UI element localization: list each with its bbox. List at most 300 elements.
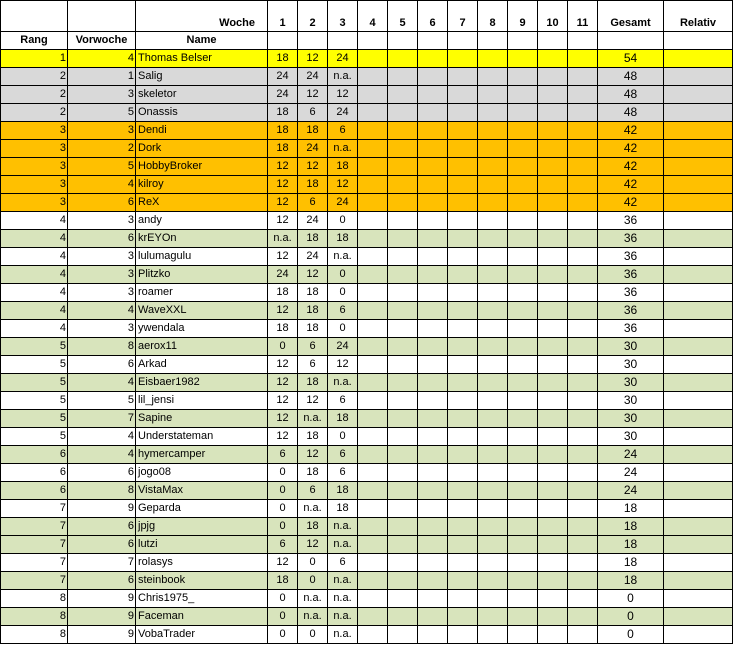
week-6-cell[interactable] [418,518,448,536]
week-6-cell[interactable] [418,50,448,68]
week-9-cell[interactable] [508,482,538,500]
name-cell[interactable]: lil_jensi [136,392,268,410]
relativ-cell[interactable] [664,248,733,266]
week-9-cell[interactable] [508,140,538,158]
week-9-cell[interactable] [508,302,538,320]
relativ-cell[interactable] [664,50,733,68]
week-9-cell[interactable] [508,122,538,140]
week-9-cell[interactable] [508,410,538,428]
week-7-cell[interactable] [448,410,478,428]
week-1-cell[interactable]: 0 [268,338,298,356]
gesamt-cell[interactable]: 30 [598,356,664,374]
week-10-cell[interactable] [538,572,568,590]
week-5-cell[interactable] [388,338,418,356]
relativ-cell[interactable] [664,320,733,338]
gesamt-cell[interactable]: 30 [598,410,664,428]
week-1-cell[interactable]: 18 [268,140,298,158]
name-cell[interactable]: aerox11 [136,338,268,356]
week-1-cell[interactable]: 12 [268,392,298,410]
name-cell[interactable]: steinbook [136,572,268,590]
week-11-cell[interactable] [568,176,598,194]
table-row[interactable] [1,536,733,554]
week-5-cell[interactable] [388,536,418,554]
gesamt-cell[interactable]: 48 [598,68,664,86]
week-11-cell[interactable] [568,302,598,320]
week-10-cell[interactable] [538,176,568,194]
name-cell[interactable]: Sapine [136,410,268,428]
week-7-cell[interactable] [448,392,478,410]
week-11-cell[interactable] [568,392,598,410]
week-8-cell[interactable] [478,284,508,302]
week-11-cell[interactable] [568,374,598,392]
week-5-cell[interactable] [388,68,418,86]
rang-cell[interactable]: 4 [1,302,68,320]
week-4-cell[interactable] [358,464,388,482]
gesamt-cell[interactable]: 30 [598,428,664,446]
week-8-cell[interactable] [478,338,508,356]
week-3-cell[interactable]: 24 [328,194,358,212]
week-10-cell[interactable] [538,500,568,518]
relativ-cell[interactable] [664,464,733,482]
week-2-cell[interactable]: 12 [298,50,328,68]
rang-cell[interactable]: 2 [1,86,68,104]
week-1-cell[interactable]: 0 [268,518,298,536]
rang-cell[interactable]: 4 [1,266,68,284]
week-5-cell[interactable] [388,122,418,140]
week-10-cell[interactable] [538,446,568,464]
week-4-cell[interactable] [358,626,388,644]
week-3-cell[interactable]: 0 [328,428,358,446]
week-2-cell[interactable]: 24 [298,248,328,266]
week-9-cell[interactable] [508,320,538,338]
vorwoche-cell[interactable]: 4 [68,428,136,446]
table-row[interactable] [1,320,733,338]
relativ-cell[interactable] [664,536,733,554]
week-9-cell[interactable] [508,374,538,392]
week-6-cell[interactable] [418,626,448,644]
week-3-cell[interactable]: 6 [328,392,358,410]
name-cell[interactable]: VobaTrader [136,626,268,644]
week-6-cell[interactable] [418,140,448,158]
week-5-cell[interactable] [388,284,418,302]
week-6-cell[interactable] [418,176,448,194]
week-9-cell[interactable] [508,518,538,536]
week-1-cell[interactable]: 18 [268,50,298,68]
rang-cell[interactable]: 4 [1,230,68,248]
table-row[interactable] [1,212,733,230]
relativ-cell[interactable] [664,104,733,122]
week-6-cell[interactable] [418,446,448,464]
gesamt-cell[interactable]: 48 [598,86,664,104]
vorwoche-cell[interactable]: 9 [68,500,136,518]
week-11-cell[interactable] [568,320,598,338]
gesamt-cell[interactable]: 24 [598,446,664,464]
week-8-cell[interactable] [478,212,508,230]
week-4-cell[interactable] [358,392,388,410]
week-1-cell[interactable]: 12 [268,410,298,428]
week-4-cell[interactable] [358,338,388,356]
week-6-cell[interactable] [418,608,448,626]
week-2-cell[interactable]: 18 [298,464,328,482]
week-7-cell[interactable] [448,626,478,644]
week-1-cell[interactable]: 12 [268,374,298,392]
rang-cell[interactable]: 4 [1,284,68,302]
week-8-cell[interactable] [478,302,508,320]
name-cell[interactable]: rolasys [136,554,268,572]
gesamt-cell[interactable]: 36 [598,248,664,266]
week-7-cell[interactable] [448,176,478,194]
week-4-cell[interactable] [358,608,388,626]
week-2-cell[interactable]: 12 [298,86,328,104]
week-6-cell[interactable] [418,374,448,392]
week-3-cell[interactable]: 18 [328,500,358,518]
week-8-cell[interactable] [478,590,508,608]
gesamt-cell[interactable]: 54 [598,50,664,68]
table-row[interactable] [1,428,733,446]
gesamt-cell[interactable]: 18 [598,518,664,536]
vorwoche-cell[interactable]: 3 [68,212,136,230]
table-row[interactable] [1,518,733,536]
week-9-cell[interactable] [508,230,538,248]
relativ-cell[interactable] [664,68,733,86]
week-6-cell[interactable] [418,482,448,500]
week-4-cell[interactable] [358,194,388,212]
week-7-cell[interactable] [448,590,478,608]
week-2-cell[interactable]: 12 [298,392,328,410]
week-8-cell[interactable] [478,572,508,590]
week-6-cell[interactable] [418,320,448,338]
relativ-cell[interactable] [664,428,733,446]
week-1-cell[interactable]: 18 [268,572,298,590]
name-cell[interactable]: roamer [136,284,268,302]
week-2-cell[interactable]: 18 [298,374,328,392]
week-3-cell[interactable]: n.a. [328,248,358,266]
week-9-cell[interactable] [508,284,538,302]
week-6-cell[interactable] [418,356,448,374]
vorwoche-cell[interactable]: 4 [68,374,136,392]
week-10-cell[interactable] [538,122,568,140]
table-row[interactable] [1,356,733,374]
week-11-cell[interactable] [568,104,598,122]
week-9-cell[interactable] [508,194,538,212]
relativ-cell[interactable] [664,410,733,428]
vorwoche-cell[interactable]: 4 [68,302,136,320]
gesamt-cell[interactable]: 36 [598,266,664,284]
week-2-cell[interactable]: 18 [298,428,328,446]
week-4-cell[interactable] [358,284,388,302]
name-cell[interactable]: Eisbaer1982 [136,374,268,392]
vorwoche-cell[interactable]: 3 [68,122,136,140]
week-3-cell[interactable]: 24 [328,50,358,68]
week-9-cell[interactable] [508,608,538,626]
week-11-cell[interactable] [568,284,598,302]
week-10-cell[interactable] [538,356,568,374]
vorwoche-cell[interactable]: 8 [68,482,136,500]
week-4-cell[interactable] [358,410,388,428]
vorwoche-cell[interactable]: 5 [68,392,136,410]
week-7-cell[interactable] [448,356,478,374]
gesamt-cell[interactable]: 36 [598,302,664,320]
week-7-cell[interactable] [448,284,478,302]
week-5-cell[interactable] [388,572,418,590]
table-row[interactable] [1,500,733,518]
table-row[interactable] [1,302,733,320]
week-1-cell[interactable]: 18 [268,284,298,302]
gesamt-cell[interactable]: 30 [598,392,664,410]
week-9-cell[interactable] [508,572,538,590]
week-7-cell[interactable] [448,86,478,104]
week-3-cell[interactable]: 12 [328,176,358,194]
week-2-cell[interactable]: 12 [298,266,328,284]
week-9-cell[interactable] [508,428,538,446]
week-4-cell[interactable] [358,86,388,104]
name-cell[interactable]: lulumagulu [136,248,268,266]
week-2-cell[interactable]: 6 [298,194,328,212]
week-3-cell[interactable]: 0 [328,212,358,230]
week-4-cell[interactable] [358,428,388,446]
vorwoche-cell[interactable]: 5 [68,104,136,122]
table-row[interactable] [1,194,733,212]
relativ-cell[interactable] [664,500,733,518]
week-8-cell[interactable] [478,500,508,518]
week-10-cell[interactable] [538,518,568,536]
name-cell[interactable]: Faceman [136,608,268,626]
week-2-cell[interactable]: 6 [298,104,328,122]
week-11-cell[interactable] [568,608,598,626]
vorwoche-cell[interactable]: 3 [68,284,136,302]
week-3-cell[interactable]: 6 [328,554,358,572]
week-4-cell[interactable] [358,140,388,158]
week-1-cell[interactable]: 0 [268,626,298,644]
table-row[interactable] [1,176,733,194]
table-row[interactable] [1,68,733,86]
relativ-cell[interactable] [664,194,733,212]
week-6-cell[interactable] [418,230,448,248]
week-1-cell[interactable]: 12 [268,428,298,446]
week-4-cell[interactable] [358,320,388,338]
week-4-cell[interactable] [358,536,388,554]
gesamt-cell[interactable]: 36 [598,230,664,248]
week-1-cell[interactable]: 0 [268,500,298,518]
week-4-cell[interactable] [358,68,388,86]
name-cell[interactable]: skeletor [136,86,268,104]
week-5-cell[interactable] [388,302,418,320]
week-11-cell[interactable] [568,518,598,536]
week-6-cell[interactable] [418,338,448,356]
week-6-cell[interactable] [418,554,448,572]
week-8-cell[interactable] [478,428,508,446]
week-7-cell[interactable] [448,518,478,536]
gesamt-cell[interactable]: 36 [598,212,664,230]
week-2-cell[interactable]: 12 [298,536,328,554]
week-8-cell[interactable] [478,536,508,554]
relativ-cell[interactable] [664,518,733,536]
week-5-cell[interactable] [388,518,418,536]
vorwoche-cell[interactable]: 6 [68,356,136,374]
week-9-cell[interactable] [508,86,538,104]
week-10-cell[interactable] [538,338,568,356]
week-1-cell[interactable]: 0 [268,608,298,626]
week-11-cell[interactable] [568,122,598,140]
name-cell[interactable]: Salig [136,68,268,86]
week-9-cell[interactable] [508,446,538,464]
week-5-cell[interactable] [388,86,418,104]
relativ-cell[interactable] [664,626,733,644]
name-cell[interactable]: Onassis [136,104,268,122]
week-6-cell[interactable] [418,536,448,554]
week-8-cell[interactable] [478,230,508,248]
gesamt-cell[interactable]: 18 [598,554,664,572]
rang-cell[interactable]: 5 [1,338,68,356]
week-4-cell[interactable] [358,104,388,122]
table-row[interactable] [1,626,733,644]
week-11-cell[interactable] [568,356,598,374]
week-10-cell[interactable] [538,392,568,410]
gesamt-cell[interactable]: 36 [598,284,664,302]
week-7-cell[interactable] [448,212,478,230]
week-7-cell[interactable] [448,536,478,554]
rang-cell[interactable]: 2 [1,104,68,122]
week-10-cell[interactable] [538,428,568,446]
week-8-cell[interactable] [478,626,508,644]
relativ-cell[interactable] [664,266,733,284]
week-4-cell[interactable] [358,572,388,590]
week-10-cell[interactable] [538,554,568,572]
gesamt-cell[interactable]: 42 [598,158,664,176]
week-5-cell[interactable] [388,140,418,158]
week-5-cell[interactable] [388,176,418,194]
week-5-cell[interactable] [388,194,418,212]
week-1-cell[interactable]: 0 [268,464,298,482]
week-2-cell[interactable]: n.a. [298,410,328,428]
week-3-cell[interactable]: 0 [328,284,358,302]
week-8-cell[interactable] [478,266,508,284]
week-7-cell[interactable] [448,482,478,500]
week-9-cell[interactable] [508,158,538,176]
week-10-cell[interactable] [538,284,568,302]
rang-cell[interactable]: 6 [1,464,68,482]
week-8-cell[interactable] [478,86,508,104]
week-5-cell[interactable] [388,464,418,482]
relativ-cell[interactable] [664,284,733,302]
week-8-cell[interactable] [478,140,508,158]
week-5-cell[interactable] [388,248,418,266]
week-10-cell[interactable] [538,230,568,248]
week-11-cell[interactable] [568,140,598,158]
week-8-cell[interactable] [478,482,508,500]
week-1-cell[interactable]: 12 [268,554,298,572]
week-11-cell[interactable] [568,212,598,230]
relativ-cell[interactable] [664,176,733,194]
week-1-cell[interactable]: 18 [268,104,298,122]
week-8-cell[interactable] [478,320,508,338]
gesamt-cell[interactable]: 18 [598,572,664,590]
week-4-cell[interactable] [358,230,388,248]
week-5-cell[interactable] [388,104,418,122]
week-5-cell[interactable] [388,266,418,284]
name-cell[interactable]: andy [136,212,268,230]
relativ-cell[interactable] [664,302,733,320]
vorwoche-cell[interactable]: 4 [68,50,136,68]
table-row[interactable] [1,590,733,608]
relativ-cell[interactable] [664,338,733,356]
relativ-cell[interactable] [664,122,733,140]
vorwoche-cell[interactable]: 4 [68,446,136,464]
relativ-cell[interactable] [664,86,733,104]
week-5-cell[interactable] [388,392,418,410]
week-5-cell[interactable] [388,212,418,230]
rang-cell[interactable]: 8 [1,626,68,644]
week-9-cell[interactable] [508,338,538,356]
week-3-cell[interactable]: 24 [328,338,358,356]
week-10-cell[interactable] [538,266,568,284]
week-7-cell[interactable] [448,194,478,212]
week-4-cell[interactable] [358,446,388,464]
name-cell[interactable]: Dork [136,140,268,158]
week-5-cell[interactable] [388,482,418,500]
rang-cell[interactable]: 7 [1,500,68,518]
week-10-cell[interactable] [538,536,568,554]
week-6-cell[interactable] [418,158,448,176]
week-1-cell[interactable]: 12 [268,176,298,194]
week-9-cell[interactable] [508,50,538,68]
week-1-cell[interactable]: 12 [268,212,298,230]
name-cell[interactable]: krEYOn [136,230,268,248]
week-1-cell[interactable]: 24 [268,86,298,104]
week-8-cell[interactable] [478,176,508,194]
week-7-cell[interactable] [448,140,478,158]
vorwoche-cell[interactable]: 2 [68,140,136,158]
vorwoche-cell[interactable]: 6 [68,518,136,536]
week-2-cell[interactable]: 18 [298,518,328,536]
gesamt-cell[interactable]: 0 [598,626,664,644]
rang-cell[interactable]: 2 [1,68,68,86]
week-1-cell[interactable]: 24 [268,266,298,284]
week-5-cell[interactable] [388,374,418,392]
week-11-cell[interactable] [568,536,598,554]
rang-cell[interactable]: 7 [1,518,68,536]
week-8-cell[interactable] [478,356,508,374]
week-3-cell[interactable]: 18 [328,230,358,248]
week-7-cell[interactable] [448,230,478,248]
week-1-cell[interactable]: 0 [268,482,298,500]
vorwoche-cell[interactable]: 3 [68,86,136,104]
week-11-cell[interactable] [568,572,598,590]
week-8-cell[interactable] [478,554,508,572]
rang-cell[interactable]: 5 [1,428,68,446]
week-3-cell[interactable]: n.a. [328,572,358,590]
week-3-cell[interactable]: 6 [328,446,358,464]
week-1-cell[interactable]: 6 [268,536,298,554]
week-10-cell[interactable] [538,590,568,608]
week-2-cell[interactable]: 6 [298,356,328,374]
table-row[interactable] [1,284,733,302]
relativ-cell[interactable] [664,554,733,572]
gesamt-cell[interactable]: 36 [598,320,664,338]
week-6-cell[interactable] [418,392,448,410]
vorwoche-cell[interactable]: 6 [68,536,136,554]
week-4-cell[interactable] [358,176,388,194]
name-cell[interactable]: Chris1975_ [136,590,268,608]
week-8-cell[interactable] [478,464,508,482]
week-10-cell[interactable] [538,68,568,86]
week-8-cell[interactable] [478,68,508,86]
vorwoche-cell[interactable]: 6 [68,230,136,248]
rang-cell[interactable]: 5 [1,374,68,392]
rang-cell[interactable]: 6 [1,446,68,464]
week-4-cell[interactable] [358,554,388,572]
week-4-cell[interactable] [358,302,388,320]
